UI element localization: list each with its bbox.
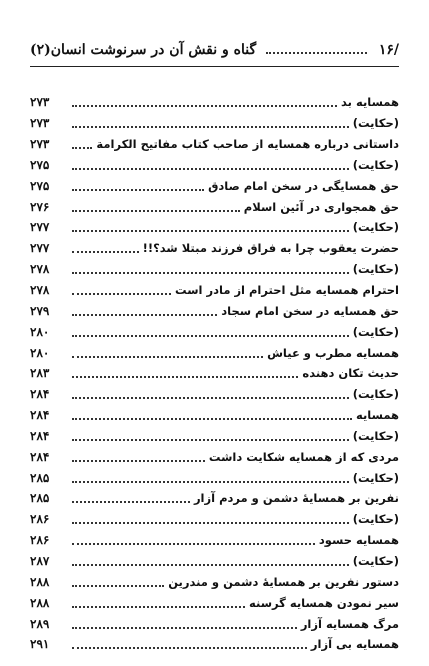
toc-entry-title: همسایه حسود (318, 533, 399, 548)
toc-entry-page: ۲۷۵ (30, 178, 50, 193)
toc-entry-title: همسایه بد (341, 95, 399, 110)
toc-entry-page: ۲۸۶ (30, 533, 50, 548)
toc-entry-page: ۲۸۸ (30, 574, 50, 589)
toc-entry-page: ۲۸۵ (30, 491, 50, 506)
leader-dots (72, 126, 349, 128)
toc-entry (30, 551, 399, 572)
toc-entry-title: (حکایت) (352, 324, 399, 339)
leader-dots (72, 564, 349, 566)
toc-entry-title: (حکایت) (352, 157, 399, 172)
toc-entry-title: مرگ همسایه آزار (300, 616, 399, 631)
toc-entry-title: (حکایت) (352, 387, 399, 402)
toc-entry-title: (حکایت) (352, 116, 399, 131)
leader-dots (72, 606, 245, 608)
toc-entry-page: ۲۸۴ (30, 449, 50, 464)
toc-entry-page: ۲۸۴ (30, 408, 50, 423)
toc-entry (30, 300, 399, 321)
toc-entry (30, 384, 399, 405)
leader-dots (72, 543, 315, 545)
toc-entry (30, 592, 399, 613)
leader-dots (72, 376, 298, 378)
toc-entry-title: همسایه مطرب و عیاش (267, 345, 399, 360)
toc-entry (30, 530, 399, 551)
leader-dots (72, 251, 139, 253)
toc-entry-page: ۲۸۰ (30, 324, 50, 339)
toc-entry (30, 155, 399, 176)
toc-entry-title: (حکایت) (352, 262, 399, 277)
toc-entry (30, 342, 399, 363)
running-header (30, 38, 399, 62)
page-number: /۱۶ (378, 42, 399, 58)
toc-entry-title: همسایه (356, 408, 399, 423)
toc-entry (30, 175, 399, 196)
leader-dots (72, 647, 307, 649)
toc-entry (30, 238, 399, 259)
toc-entry-page: ۲۸۸ (30, 595, 50, 610)
toc-entry-title: (حکایت) (352, 512, 399, 527)
header-rule (30, 66, 399, 67)
toc-entry (30, 259, 399, 280)
toc-entry (30, 488, 399, 509)
toc-entry-page: ۲۹۱ (30, 637, 50, 652)
toc-entry-page: ۲۸۳ (30, 366, 50, 381)
toc-entry-page: ۲۷۵ (30, 157, 50, 172)
toc-entry-page: ۲۸۶ (30, 512, 50, 527)
toc-entry-title: حضرت یعقوب چرا به فراق فرزند مبتلا شد؟!! (142, 241, 399, 256)
leader-dots (72, 439, 349, 441)
toc-entry-page: ۲۷۷ (30, 241, 50, 256)
leader-dots (72, 314, 217, 316)
leader-dots (72, 460, 205, 462)
leader-dots (72, 418, 352, 420)
toc-entry-page: ۲۸۵ (30, 470, 50, 485)
toc-entry-title: نفرین بر همسایهٔ دشمن و مردم آزار (193, 491, 399, 506)
leader-dots (72, 272, 349, 274)
toc-entry-title: سیر نمودن همسایه گرسنه (249, 595, 399, 610)
toc-entry (30, 571, 399, 592)
toc-entry-title: دستور نفرین بر همسایهٔ دشمن و مندرین (168, 574, 399, 589)
table-of-contents (30, 92, 399, 655)
toc-entry-page: ۲۸۰ (30, 345, 50, 360)
toc-entry-page: ۲۷۳ (30, 116, 50, 131)
leader-dots (72, 105, 337, 107)
toc-entry (30, 613, 399, 634)
leader-dots (72, 627, 297, 629)
leader-dots (72, 230, 349, 232)
toc-entry-page: ۲۷۸ (30, 283, 50, 298)
toc-entry-page: ۲۸۴ (30, 428, 50, 443)
leader-dots (72, 147, 92, 149)
toc-entry-page: ۲۷۳ (30, 95, 50, 110)
toc-entry-page: ۲۷۸ (30, 262, 50, 277)
toc-entry-title: مردی که از همسایه شکایت داشت (208, 449, 399, 464)
leader-dots (72, 585, 164, 587)
toc-entry (30, 509, 399, 530)
toc-entry (30, 467, 399, 488)
toc-entry (30, 196, 399, 217)
toc-entry (30, 134, 399, 155)
book-title: گناه و نقش آن در سرنوشت انسان(۲) (30, 42, 257, 58)
toc-entry-title: (حکایت) (352, 470, 399, 485)
leader-dots (72, 293, 171, 295)
leader-dots (72, 397, 349, 399)
toc-entry (30, 280, 399, 301)
toc-entry-title: (حکایت) (352, 220, 399, 235)
toc-entry-page: ۲۷۹ (30, 303, 50, 318)
toc-entry-title: (حکایت) (352, 428, 399, 443)
header-leader-dots (266, 52, 367, 54)
toc-entry (30, 634, 399, 655)
toc-entry (30, 217, 399, 238)
toc-entry (30, 363, 399, 384)
toc-entry-page: ۲۷۷ (30, 220, 50, 235)
leader-dots (72, 335, 349, 337)
toc-entry-title: حق همسایگی در سخن امام صادق (208, 178, 399, 193)
toc-entry (30, 405, 399, 426)
leader-dots (72, 356, 263, 358)
leader-dots (72, 168, 349, 170)
toc-entry-page: ۲۸۷ (30, 553, 50, 568)
toc-entry-title: (حکایت) (352, 553, 399, 568)
leader-dots (72, 210, 240, 212)
toc-entry (30, 321, 399, 342)
toc-entry-title: حق همجواری در آئین اسلام (243, 199, 399, 214)
toc-entry-title: احترام همسایه مثل احترام از مادر است (175, 283, 399, 298)
toc-entry-title: داستانی درباره همسایه از صاحب کتاب مفاتیح الکرامة (96, 137, 399, 152)
toc-entry-page: ۲۷۶ (30, 199, 50, 214)
leader-dots (72, 189, 204, 191)
toc-entry-page: ۲۸۹ (30, 616, 50, 631)
toc-entry (30, 446, 399, 467)
toc-entry-title: حدیث تکان دهنده (302, 366, 399, 381)
toc-entry-page: ۲۷۳ (30, 137, 50, 152)
toc-entry (30, 426, 399, 447)
leader-dots (72, 481, 349, 483)
leader-dots (72, 501, 190, 503)
toc-entry (30, 92, 399, 113)
toc-entry-title: همسایه بی آزار (310, 637, 399, 652)
toc-entry (30, 113, 399, 134)
leader-dots (72, 522, 349, 524)
toc-entry-title: حق همسایه در سخن امام سجاد (221, 303, 399, 318)
toc-entry-page: ۲۸۴ (30, 387, 50, 402)
